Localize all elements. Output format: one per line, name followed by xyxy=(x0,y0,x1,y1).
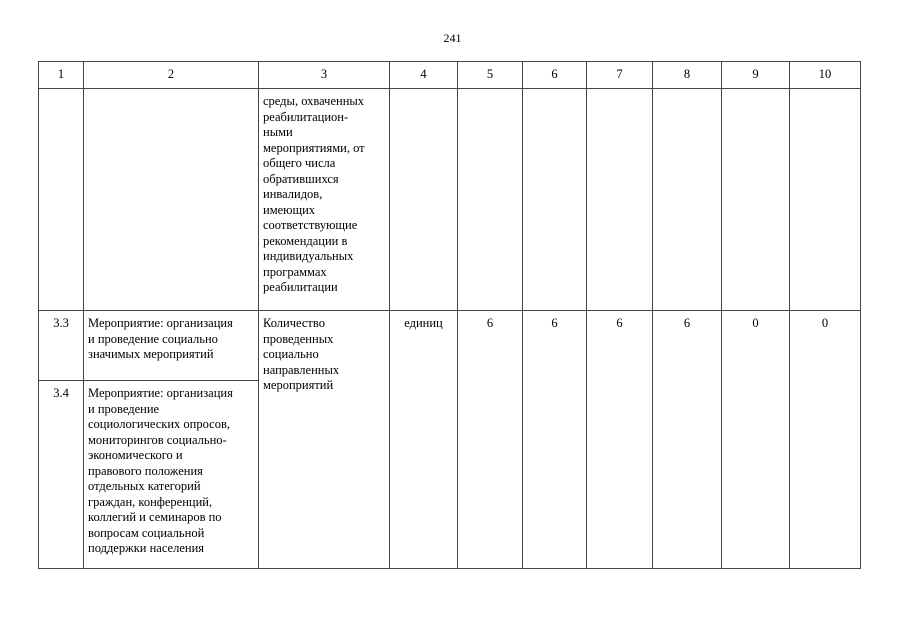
value-col-5: 6 xyxy=(486,316,494,330)
row-number: 3.4 xyxy=(53,386,69,400)
table-cell xyxy=(259,311,390,569)
column-header-9: 9 xyxy=(722,62,790,89)
header-row xyxy=(39,62,861,89)
table-cell xyxy=(523,311,587,569)
column-header-2: 2 xyxy=(84,62,259,89)
table-cell xyxy=(259,89,390,311)
unit-label: единиц xyxy=(404,316,443,330)
table-row xyxy=(39,311,861,381)
column-header-5: 5 xyxy=(458,62,523,89)
column-header-10: 10 xyxy=(790,62,861,89)
column-header-8: 8 xyxy=(653,62,722,89)
table-cell xyxy=(523,89,587,311)
table-cell xyxy=(458,311,523,569)
table-cell xyxy=(390,89,458,311)
table-cell xyxy=(39,311,84,381)
value-col-7: 6 xyxy=(616,316,623,330)
value-col-8: 6 xyxy=(683,316,691,330)
table-cell xyxy=(39,381,84,569)
activity-name: Мероприятие: организация и проведение социологических опросов, мониторингов социально- экономического и правового положения отдельных категорий граждан, конференций, коллегий и семинаров по вопросам социальной поддержки населения xyxy=(88,386,233,555)
value-col-6: 6 xyxy=(551,316,558,330)
table-cell xyxy=(790,311,861,569)
table-cell xyxy=(653,89,722,311)
column-header-6: 6 xyxy=(523,62,587,89)
table-cell xyxy=(722,311,790,569)
table-cell xyxy=(84,381,259,569)
table-cell xyxy=(722,89,790,311)
indicator-continuation-text: среды, охваченных реабилитацион- ными мероприятиями, от общего числа обратившихся инвалидов, имеющих соответствующие рекомендации в индивидуальных программах реабилитации xyxy=(263,94,365,294)
column-header-4: 4 xyxy=(390,62,458,89)
column-header-7: 7 xyxy=(587,62,653,89)
table-cell xyxy=(84,311,259,381)
value-col-10: 0 xyxy=(821,316,829,330)
table-cell xyxy=(790,89,861,311)
table-cell xyxy=(587,89,653,311)
page-number: 241 xyxy=(443,31,462,45)
indicator-name: Количество проведенных социально направленных мероприятий xyxy=(263,316,340,392)
column-header-1: 1 xyxy=(39,62,84,89)
table-cell xyxy=(84,89,259,311)
table-cell xyxy=(39,89,84,311)
activity-name: Мероприятие: организация и проведение социально значимых мероприятий xyxy=(88,316,233,361)
table-cell xyxy=(458,89,523,311)
column-header-3: 3 xyxy=(259,62,390,89)
row-number: 3.3 xyxy=(53,316,69,330)
table-row xyxy=(39,89,861,311)
table-cell xyxy=(587,311,653,569)
table-cell xyxy=(390,311,458,569)
table-cell xyxy=(653,311,722,569)
value-col-9: 0 xyxy=(752,316,759,330)
data-table xyxy=(38,61,861,569)
